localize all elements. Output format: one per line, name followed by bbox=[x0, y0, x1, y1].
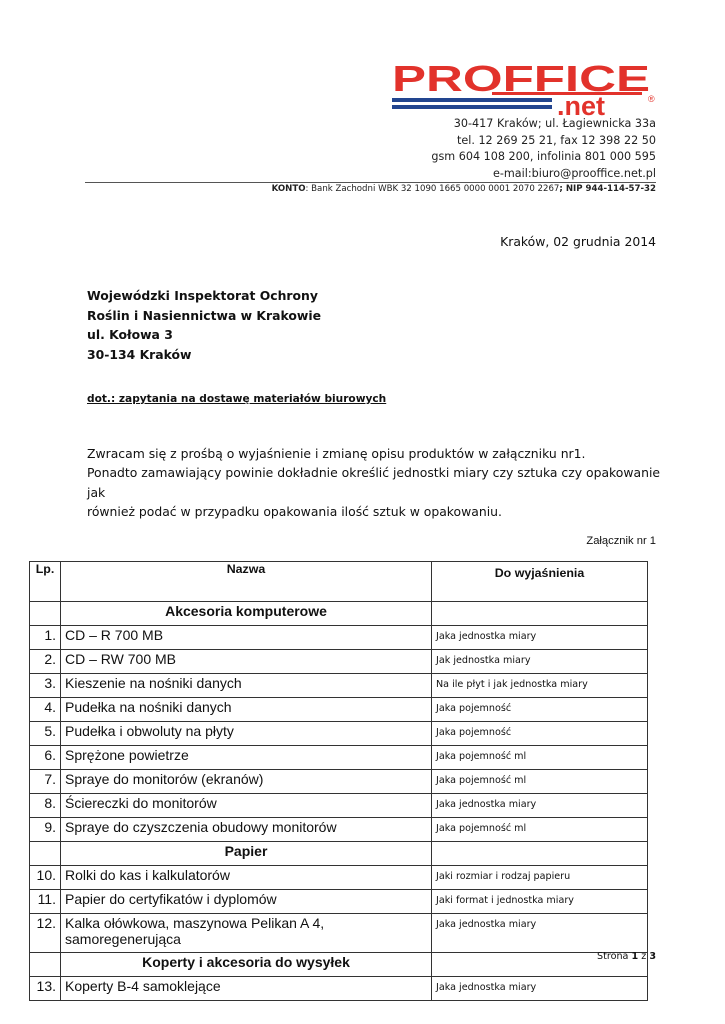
row-number: 9. bbox=[30, 818, 61, 842]
table-row bbox=[30, 794, 648, 818]
attachment-label: Załącznik nr 1 bbox=[586, 535, 656, 547]
clarification-note: Jaka jednostka miary bbox=[432, 977, 648, 1001]
product-name: Koperty B-4 samoklejące bbox=[61, 977, 432, 1001]
clarification-note: Jaka jednostka miary bbox=[432, 626, 648, 650]
clarification-note: Jak jednostka miary bbox=[432, 650, 648, 674]
product-name: Spraye do monitorów (ekranów) bbox=[61, 770, 432, 794]
letter-date: Kraków, 02 grudnia 2014 bbox=[500, 234, 656, 249]
row-number: 6. bbox=[30, 746, 61, 770]
product-name: CD – R 700 MB bbox=[61, 626, 432, 650]
product-name: Kalka ołówkowa, maszynowa Pelikan A 4, samoregenerująca bbox=[61, 914, 432, 953]
product-name: Kieszenie na nośniki danych bbox=[61, 674, 432, 698]
product-name: Sprężone powietrze bbox=[61, 746, 432, 770]
section-note-cell bbox=[432, 842, 648, 866]
clarification-note: Jaka pojemność ml bbox=[432, 746, 648, 770]
row-number: 2. bbox=[30, 650, 61, 674]
svg-text:®: ® bbox=[648, 94, 655, 104]
header-lp: Lp. bbox=[30, 562, 61, 602]
section-note-cell bbox=[432, 602, 648, 626]
clarification-note: Jaka jednostka miary bbox=[432, 794, 648, 818]
product-name: Pudełka i obwoluty na płyty bbox=[61, 722, 432, 746]
product-name: Papier do certyfikatów i dyplomów bbox=[61, 890, 432, 914]
table-row bbox=[30, 890, 648, 914]
table-row bbox=[30, 746, 648, 770]
pager-current: 1 bbox=[631, 951, 639, 962]
bank-account-line bbox=[272, 184, 656, 194]
letter-subject: dot.: zapytania na dostawę materiałów biurowych bbox=[87, 393, 387, 405]
table-row bbox=[30, 977, 648, 1001]
table-row bbox=[30, 674, 648, 698]
clarification-note: Jaki format i jednostka miary bbox=[432, 890, 648, 914]
contact-address: 30-417 Kraków; ul. Łagiewnicka 33a bbox=[453, 117, 656, 130]
addressee-block bbox=[87, 286, 321, 364]
body-line: również podać w przypadku opakowania ilość sztuk w opakowaniu. bbox=[87, 503, 502, 519]
table-row bbox=[30, 770, 648, 794]
product-name: CD – RW 700 MB bbox=[61, 650, 432, 674]
contact-phone: tel. 12 269 25 21, fax 12 398 22 50 bbox=[456, 133, 656, 147]
addressee-line: ul. Kołowa 3 bbox=[87, 327, 173, 343]
section-lp-cell bbox=[30, 602, 61, 626]
row-number: 11. bbox=[30, 890, 61, 914]
row-number: 1. bbox=[30, 626, 61, 650]
table-section-row bbox=[30, 953, 648, 977]
row-number: 7. bbox=[30, 770, 61, 794]
company-logo bbox=[392, 62, 660, 118]
row-number: 12. bbox=[30, 914, 61, 953]
pager-prefix: Strona bbox=[597, 951, 632, 962]
clarification-note: Jaka pojemność bbox=[432, 698, 648, 722]
section-title: Papier bbox=[61, 842, 432, 866]
clarification-note: Jaka pojemność bbox=[432, 722, 648, 746]
table-row bbox=[30, 818, 648, 842]
konto-bank: : Bank Zachodni WBK 32 1090 1665 0000 0001 2070 2267 bbox=[305, 184, 560, 194]
logo-main-text: PROFFICE bbox=[392, 62, 650, 99]
section-title: Akcesoria komputerowe bbox=[61, 602, 432, 626]
table-row bbox=[30, 866, 648, 890]
pager-sep: z bbox=[638, 951, 650, 962]
page-number bbox=[597, 951, 656, 962]
row-number: 4. bbox=[30, 698, 61, 722]
konto-nip: ; NIP 944-114-57-32 bbox=[559, 184, 656, 194]
body-line: Ponadto zamawiający powinie dokładnie określić jednostki miary czy sztuka czy opakowanie jak bbox=[87, 465, 661, 500]
table-row bbox=[30, 722, 648, 746]
table-section-row bbox=[30, 842, 648, 866]
row-number: 13. bbox=[30, 977, 61, 1001]
header-note: Do wyjaśnienia bbox=[432, 562, 648, 602]
row-number: 10. bbox=[30, 866, 61, 890]
table-header-row bbox=[30, 562, 648, 602]
addressee-line: 30-134 Kraków bbox=[87, 346, 192, 362]
table-section-row bbox=[30, 602, 648, 626]
product-name: Rolki do kas i kalkulatorów bbox=[61, 866, 432, 890]
contact-gsm: gsm 604 108 200, infolinia 801 000 595 bbox=[431, 150, 656, 164]
header-name: Nazwa bbox=[61, 562, 432, 602]
row-number: 8. bbox=[30, 794, 61, 818]
logo-sub-text: .net bbox=[557, 91, 606, 118]
table-row bbox=[30, 698, 648, 722]
table-row bbox=[30, 650, 648, 674]
clarification-note: Jaka jednostka miary bbox=[432, 914, 648, 953]
clarification-note: Jaki rozmiar i rodzaj papieru bbox=[432, 866, 648, 890]
product-name: Spraye do czyszczenia obudowy monitorów bbox=[61, 818, 432, 842]
konto-label: KONTO bbox=[271, 184, 306, 194]
pager-total: 3 bbox=[649, 951, 656, 962]
section-lp-cell bbox=[30, 842, 61, 866]
clarification-note: Jaka pojemność ml bbox=[432, 818, 648, 842]
header-divider bbox=[85, 182, 656, 183]
addressee-line: Roślin i Nasiennictwa w Krakowie bbox=[87, 307, 322, 323]
products-table bbox=[29, 561, 648, 1001]
clarification-note: Na ile płyt i jak jednostka miary bbox=[432, 674, 648, 698]
product-name: Ściereczki do monitorów bbox=[61, 794, 432, 818]
row-number: 3. bbox=[30, 674, 61, 698]
product-name: Pudełka na nośniki danych bbox=[61, 698, 432, 722]
table-row bbox=[30, 626, 648, 650]
section-lp-cell bbox=[30, 953, 61, 977]
contact-block bbox=[431, 116, 656, 182]
clarification-note: Jaka pojemność ml bbox=[432, 770, 648, 794]
section-title: Koperty i akcesoria do wysyłek bbox=[61, 953, 432, 977]
row-number: 5. bbox=[30, 722, 61, 746]
contact-email: e-mail:biuro@prooffice.net.pl bbox=[492, 166, 656, 180]
body-line: Zwracam się z prośbą o wyjaśnienie i zmianę opisu produktów w załączniku nr1. bbox=[87, 446, 586, 461]
table-row bbox=[30, 914, 648, 953]
letter-body bbox=[87, 444, 667, 521]
addressee-line: Wojewódzki Inspektorat Ochrony bbox=[87, 288, 318, 303]
